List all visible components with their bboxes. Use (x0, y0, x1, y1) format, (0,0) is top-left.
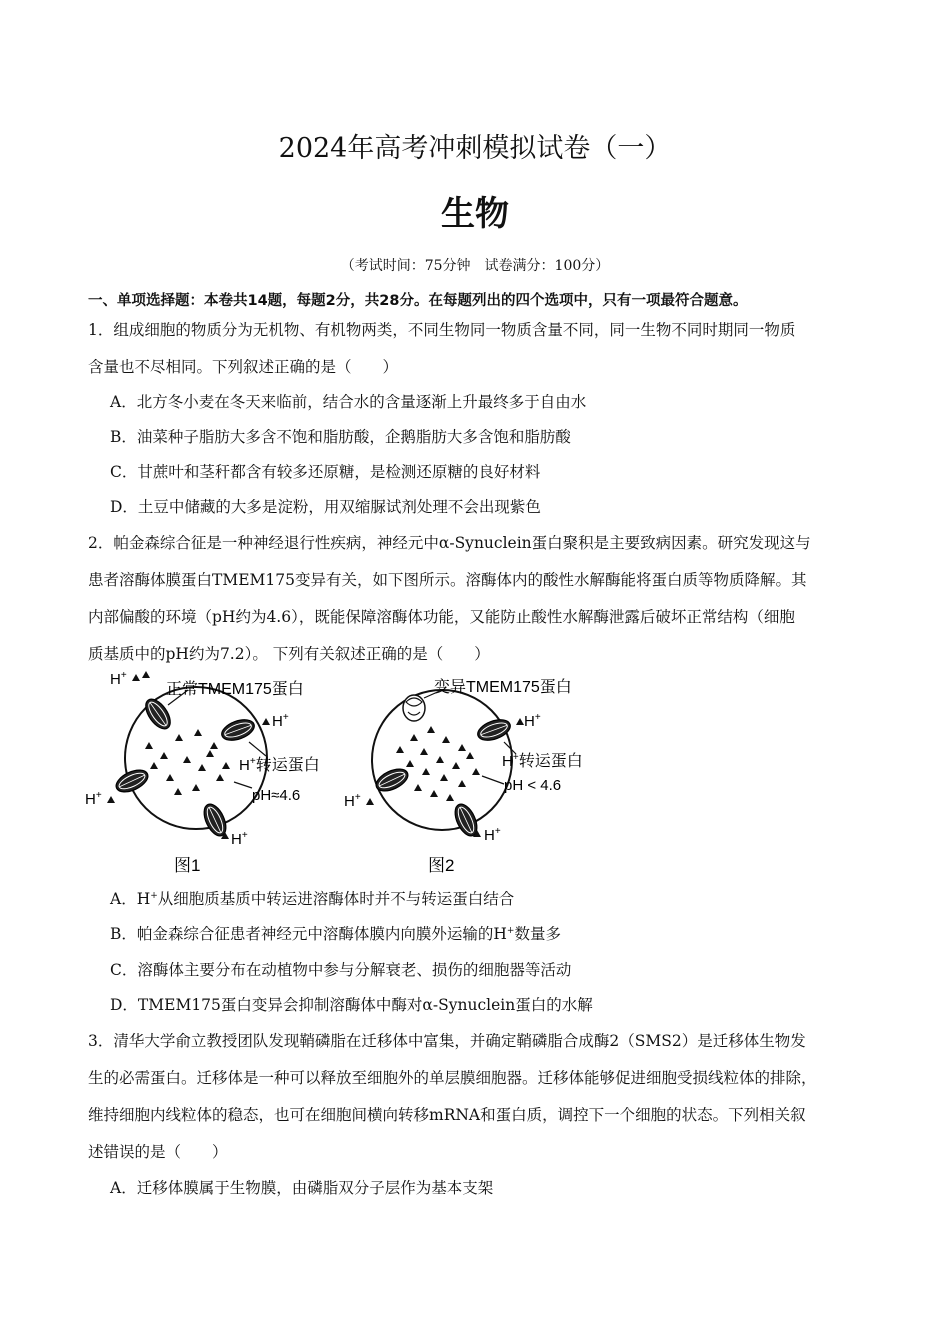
fig1-ph-label: pH≈4.6 (252, 787, 301, 804)
q2-option-b: B．帕金森综合征患者神经元中溶酶体膜内向膜外运输的H+数量多 (110, 925, 561, 943)
q2-option-d: D．TMEM175蛋白变异会抑制溶酶体中酶对α-Synuclein蛋白的水解 (110, 996, 593, 1014)
q2-stem-line3: 内部偏酸的环境（pH约为4.6），既能保障溶酶体功能，又能防止酸性水解酶泄露后破坏正常结构（细胞 (88, 608, 795, 626)
lysosome-figure (84, 668, 604, 878)
q3-stem-line2: 生的必需蛋白。迁移体是一种可以释放至细胞外的单层膜细胞器。迁移体能够促进细胞受损线粒体的排除， (88, 1069, 817, 1087)
fig1-h-bottom: H+ (231, 830, 248, 848)
fig2-transporter-label: H+转运蛋白 (502, 752, 583, 770)
q3-option-a: A．迁移体膜属于生物膜，由磷脂双分子层作为基本支架 (110, 1179, 494, 1197)
q1-stem-line1: 1．组成细胞的物质分为无机物、有机物两类，不同生物同一物质含量不同，同一生物不同时期同一物质 (88, 321, 796, 339)
q3-stem-line1: 3．清华大学俞立教授团队发现鞘磷脂在迁移体中富集，并确定鞘磷脂合成酶2（SMS2）是迁移体生物发 (88, 1032, 806, 1050)
q1-stem-line2: 含量也不尽相同。下列叙述正确的是（ ） (88, 358, 399, 376)
mutant-protein-shape (403, 695, 425, 721)
q2-option-a: A．H+从细胞质基质中转运进溶酶体时并不与转运蛋白结合 (110, 890, 515, 908)
fig2-h-bottom: H+ (484, 826, 501, 844)
figure1-lysosome (85, 670, 320, 875)
q1-option-b: B．油菜种子脂肪大多含不饱和脂肪酸，企鹅脂肪大多含饱和脂肪酸 (110, 428, 571, 446)
fig1-h-left: H+ (85, 790, 102, 808)
q2-stem-line4: 质基质中的pH约为7.2）。 下列有关叙述正确的是（ ） (88, 645, 490, 663)
q2-stem-line2: 患者溶酶体膜蛋白TMEM175变异有关，如下图所示。溶酶体内的酸性水解酶能将蛋白质等物质降解。其 (88, 571, 807, 589)
fig1-transporter-label: H+转运蛋白 (239, 756, 320, 774)
fig2-label: 图2 (428, 856, 455, 875)
q1-option-a: A．北方冬小麦在冬天来临前，结合水的含量逐渐上升最终多于自由水 (110, 393, 587, 411)
fig2-h-right: H+ (524, 712, 541, 730)
q1-option-d: D．土豆中储藏的大多是淀粉，用双缩脲试剂处理不会出现紫色 (110, 498, 541, 516)
q1-option-c: C．甘蔗叶和茎秆都含有较多还原糖，是检测还原糖的良好材料 (110, 463, 541, 481)
fig2-mutant-label: 变异TMEM175蛋白 (434, 679, 572, 696)
fig1-h-top: H+ (110, 670, 127, 688)
fig2-ph-label: pH < 4.6 (504, 777, 562, 794)
exam-title: 2024年高考冲刺模拟试卷（一） (278, 133, 672, 164)
q3-stem-line3: 维持细胞内线粒体的稳态，也可在细胞间横向转移mRNA和蛋白质，调控下一个细胞的状态。下列相关叙 (88, 1106, 806, 1124)
section-heading: 一、单项选择题：本卷共14题，每题2分，共28分。在每题列出的四个选项中，只有一项最符合题意。 (88, 293, 748, 309)
fig1-label: 图1 (174, 856, 201, 875)
figure2-lysosome (344, 678, 583, 875)
fig1-normal-label: 正常TMEM175蛋白 (166, 681, 304, 698)
fig2-h-left: H+ (344, 792, 361, 810)
q2-option-c: C．溶酶体主要分布在动植物中参与分解衰老、损伤的细胞器等活动 (110, 961, 572, 979)
exam-meta: （考试时间：75分钟 试卷满分：100分） (340, 258, 610, 274)
q2-stem-line1: 2．帕金森综合征是一种神经退行性疾病，神经元中α-Synuclein蛋白聚积是主要致病因素。研究发现这与 (88, 534, 811, 552)
subject-title: 生物 (441, 194, 509, 234)
q3-stem-line4: 述错误的是（ ） (88, 1143, 228, 1161)
fig1-h-right: H+ (272, 712, 289, 730)
